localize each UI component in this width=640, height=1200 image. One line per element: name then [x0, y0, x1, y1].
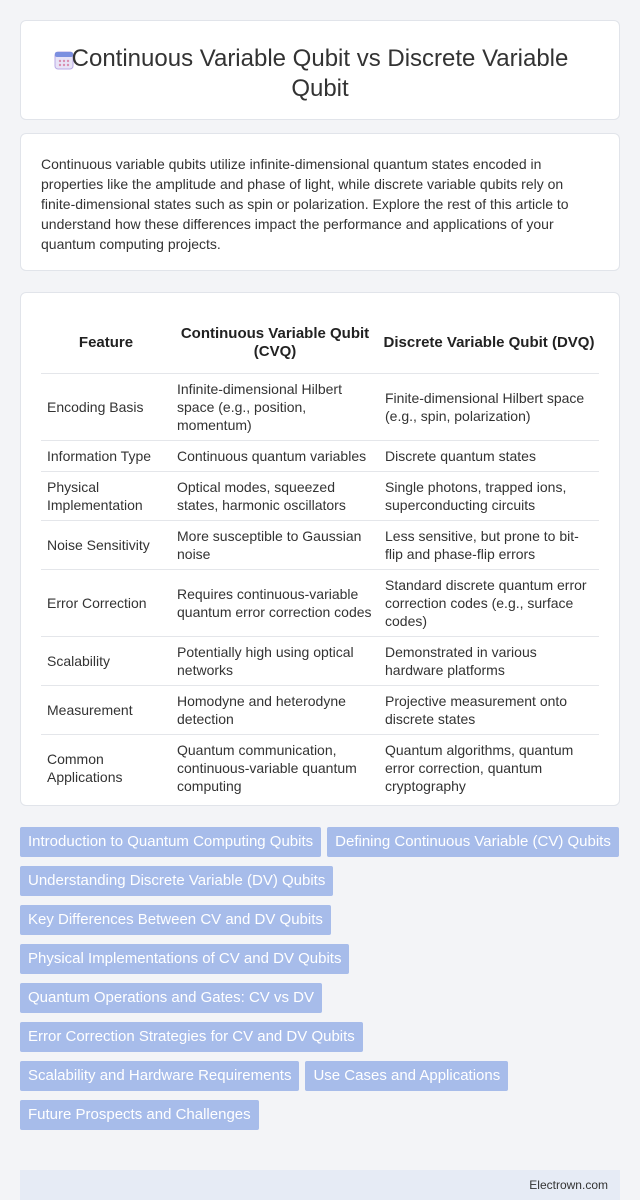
intro-paragraph: Continuous variable qubits utilize infinite-dimensional quantum states encoded in properties like the amplitude and phase of light, while discrete variable qubits rely on finite-dimensional states such as spin or polarization. Explore the rest of this article to understand how these differences impact the performance and applications of your quantum computing projects. — [41, 156, 569, 252]
cell-feature: Common Applications — [41, 734, 171, 801]
cell-cvq: Requires continuous-variable quantum error correction codes — [171, 569, 379, 636]
cell-feature: Error Correction — [41, 569, 171, 636]
cell-feature: Information Type — [41, 440, 171, 471]
cell-dvq: Demonstrated in various hardware platforms — [379, 636, 599, 685]
cell-dvq: Quantum algorithms, quantum error correction, quantum cryptography — [379, 734, 599, 801]
table-row — [41, 440, 599, 471]
table-row — [41, 569, 599, 636]
toc-link[interactable]: Error Correction Strategies for CV and DV Qubits — [20, 1022, 363, 1052]
comparison-table-card — [20, 292, 620, 806]
table-row — [41, 520, 599, 569]
toc-link[interactable]: Quantum Operations and Gates: CV vs DV — [20, 983, 322, 1013]
toc-link[interactable]: Future Prospects and Challenges — [20, 1100, 259, 1130]
cell-cvq: Optical modes, squeezed states, harmonic oscillators — [171, 471, 379, 520]
intro-card — [20, 133, 620, 271]
table-header-row — [41, 313, 599, 373]
header-feature: Feature — [78, 333, 134, 351]
toc-link[interactable]: Physical Implementations of CV and DV Qubits — [20, 944, 349, 974]
cell-feature: Scalability — [41, 636, 171, 685]
cell-cvq: More susceptible to Gaussian noise — [171, 520, 379, 569]
table-row — [41, 734, 599, 801]
cell-feature: Noise Sensitivity — [41, 520, 171, 569]
header-dvq: Discrete Variable Qubit (DVQ) — [383, 333, 595, 351]
header-cvq: Continuous Variable Qubit (CVQ) — [180, 324, 370, 360]
cell-dvq: Projective measurement onto discrete states — [379, 685, 599, 734]
table-row — [41, 636, 599, 685]
toc-link[interactable]: Understanding Discrete Variable (DV) Qubits — [20, 866, 333, 896]
table-row — [41, 373, 599, 440]
cell-cvq: Homodyne and heterodyne detection — [171, 685, 379, 734]
cell-cvq: Infinite-dimensional Hilbert space (e.g., position, momentum) — [171, 373, 379, 440]
cell-cvq: Potentially high using optical networks — [171, 636, 379, 685]
cell-dvq: Less sensitive, but prone to bit-flip and phase-flip errors — [379, 520, 599, 569]
toc-link[interactable]: Introduction to Quantum Computing Qubits — [20, 827, 321, 857]
toc-link[interactable]: Key Differences Between CV and DV Qubits — [20, 905, 331, 935]
cell-dvq: Finite-dimensional Hilbert space (e.g., spin, polarization) — [379, 373, 599, 440]
footer — [20, 1170, 620, 1200]
cell-feature: Encoding Basis — [41, 373, 171, 440]
cell-dvq: Standard discrete quantum error correction codes (e.g., surface codes) — [379, 569, 599, 636]
comparison-table — [41, 313, 599, 801]
title-card — [20, 20, 620, 120]
cell-cvq: Quantum communication, continuous-variable quantum computing — [171, 734, 379, 801]
table-row — [41, 471, 599, 520]
toc-link[interactable]: Use Cases and Applications — [305, 1061, 508, 1091]
cell-cvq: Continuous quantum variables — [171, 440, 379, 471]
page-title: Continuous Variable Qubit vs Discrete Variable Qubit — [71, 45, 569, 102]
cell-dvq: Single photons, trapped ions, superconducting circuits — [379, 471, 599, 520]
cell-feature: Physical Implementation — [41, 471, 171, 520]
cell-dvq: Discrete quantum states — [379, 440, 599, 471]
footer-brand: Electrown.com — [529, 1178, 608, 1192]
cell-feature: Measurement — [41, 685, 171, 734]
table-row — [41, 685, 599, 734]
toc-link[interactable]: Scalability and Hardware Requirements — [20, 1061, 299, 1091]
toc-link[interactable]: Defining Continuous Variable (CV) Qubits — [327, 827, 619, 857]
table-of-contents — [20, 827, 620, 1130]
